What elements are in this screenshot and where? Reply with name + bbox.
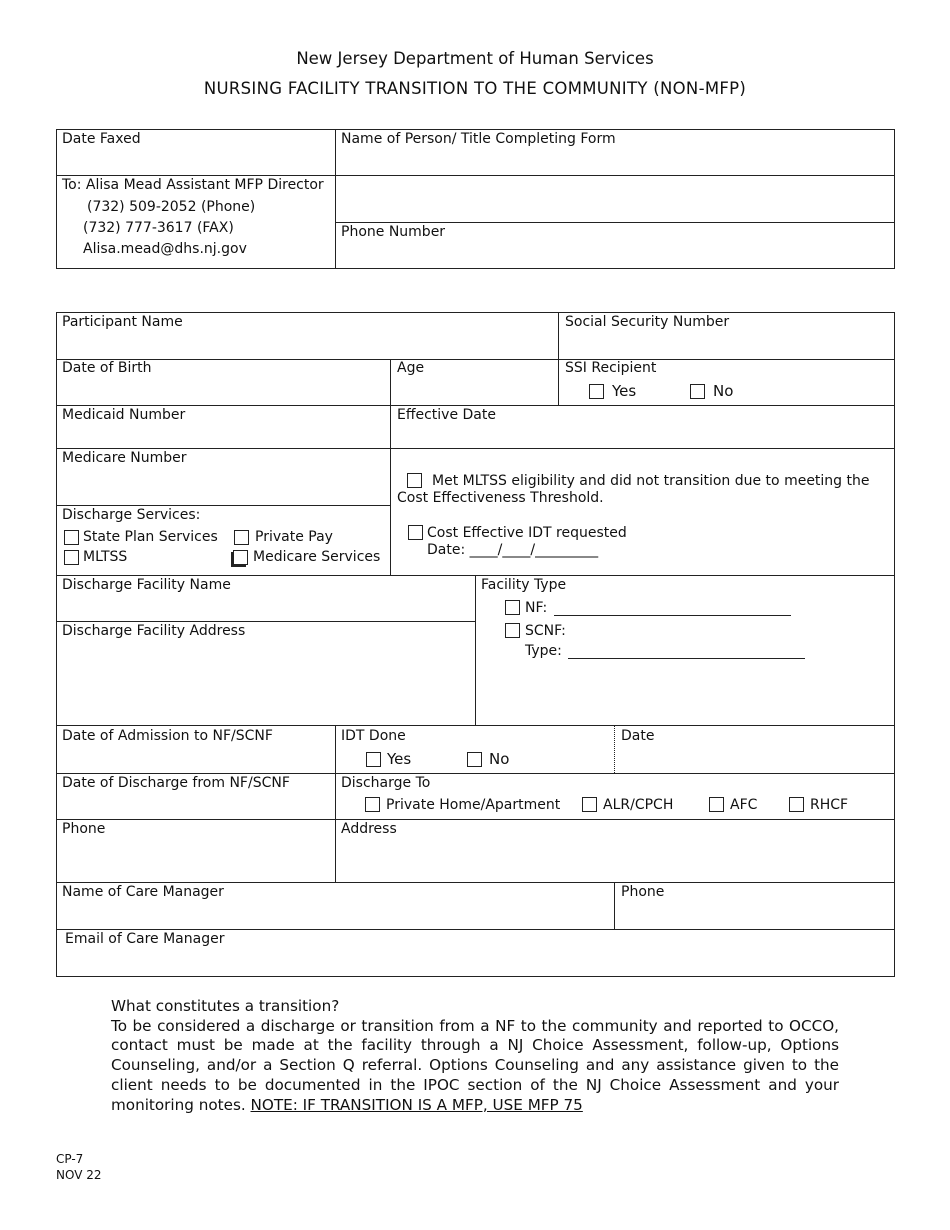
type-label: Type: [525,643,562,659]
to-recipient: To: Alisa Mead Assistant MFP Director [62,177,324,193]
care-manager-email-field[interactable]: Email of Care Manager [65,931,225,947]
state-plan-checkbox[interactable] [64,530,79,545]
facility-type-label: Facility Type [481,577,567,593]
idt-done-label: IDT Done [341,728,406,744]
met-mltss-checkbox[interactable] [407,473,422,488]
date-admission-field[interactable]: Date of Admission to NF/SCNF [62,728,273,744]
facility-address-field[interactable]: Discharge Facility Address [62,623,246,639]
name-title-field[interactable]: Name of Person/ Title Completing Form [341,131,616,147]
phone-number-field[interactable]: Phone Number [341,224,446,240]
state-plan-label: State Plan Services [83,529,218,545]
scnf-label: SCNF: [525,623,566,639]
effective-date-field[interactable]: Effective Date [397,407,496,423]
phone-field[interactable]: Phone [62,821,106,837]
nf-checkbox[interactable] [505,600,520,615]
discharge-to-label: Discharge To [341,775,431,791]
mltss-label: MLTSS [83,549,128,565]
cost-idt-label: Cost Effective IDT requested [427,525,627,541]
form-title: NURSING FACILITY TRANSITION TO THE COMMUNITY (NON-MFP) [203,79,747,98]
idt-yes-label: Yes [387,750,412,768]
private-pay-label: Private Pay [255,529,333,545]
medicare-services-checkbox[interactable] [233,550,248,565]
recipient-fax: (732) 777-3617 (FAX) [83,220,234,236]
scnf-checkbox[interactable] [505,623,520,638]
alr-checkbox[interactable] [582,797,597,812]
afc-label: AFC [730,797,758,813]
medicare-services-label: Medicare Services [253,549,381,565]
ssn-field[interactable]: Social Security Number [565,314,730,330]
ssi-yes-checkbox[interactable] [589,384,604,399]
cost-idt-checkbox[interactable] [408,525,423,540]
private-pay-checkbox[interactable] [234,530,249,545]
transition-question: What constitutes a transition? [111,997,340,1015]
dob-field[interactable]: Date of Birth [62,360,152,376]
met-mltss-label-line2: Cost Effectiveness Threshold. [397,490,604,506]
idt-no-checkbox[interactable] [467,752,482,767]
agency-name: New Jersey Department of Human Services [296,49,654,68]
rhcf-checkbox[interactable] [789,797,804,812]
discharge-services-label: Discharge Services: [62,507,201,523]
afc-checkbox[interactable] [709,797,724,812]
alr-label: ALR/CPCH [603,797,674,813]
nf-blank[interactable] [554,615,791,616]
met-mltss-label: Met MLTSS eligibility and did not transition due to meeting the [432,473,870,489]
nf-label: NF: [525,600,548,616]
type-blank[interactable] [568,658,805,659]
mfp-note: NOTE: IF TRANSITION IS A MFP, USE MFP 75 [250,1095,583,1114]
private-home-label: Private Home/Apartment [386,797,561,813]
care-manager-phone-field[interactable]: Phone [621,884,665,900]
recipient-phone: (732) 509-2052 (Phone) [87,199,256,215]
date-discharge-field[interactable]: Date of Discharge from NF/SCNF [62,775,290,791]
transition-info [111,997,839,1115]
date-faxed-field[interactable]: Date Faxed [62,131,141,147]
age-field[interactable]: Age [397,360,425,376]
ssi-yes-label: Yes [612,382,637,400]
ssi-no-checkbox[interactable] [690,384,705,399]
idt-no-label: No [489,750,510,768]
form-revision: NOV 22 [56,1168,102,1182]
participant-name-field[interactable]: Participant Name [62,314,183,330]
facility-name-field[interactable]: Discharge Facility Name [62,577,231,593]
transition-body: To be considered a discharge or transition from a NF to the community and reported to OCCO, contact must be made at the facility through a NJ Choice Assessment, follow-up, Options Counseling, and/or a Section Q referral. Options Counseling and any assistance given to the client needs to be documented in the IPOC section of the NJ Choice Assessment and your monitoring notes. [111,1016,839,1114]
medicaid-number-field[interactable]: Medicaid Number [62,407,186,423]
cost-idt-date-field[interactable]: Date: ____/____/_________ [427,542,599,558]
idt-date-field[interactable]: Date [621,728,655,744]
care-manager-field[interactable]: Name of Care Manager [62,884,224,900]
form-id: CP-7 [56,1152,84,1166]
recipient-email: Alisa.mead@dhs.nj.gov [83,241,247,257]
idt-yes-checkbox[interactable] [366,752,381,767]
medicare-number-field[interactable]: Medicare Number [62,450,187,466]
private-home-checkbox[interactable] [365,797,380,812]
ssi-label: SSI Recipient [565,360,657,376]
mltss-checkbox[interactable] [64,550,79,565]
ssi-no-label: No [713,382,734,400]
address-field[interactable]: Address [341,821,397,837]
rhcf-label: RHCF [810,797,849,813]
